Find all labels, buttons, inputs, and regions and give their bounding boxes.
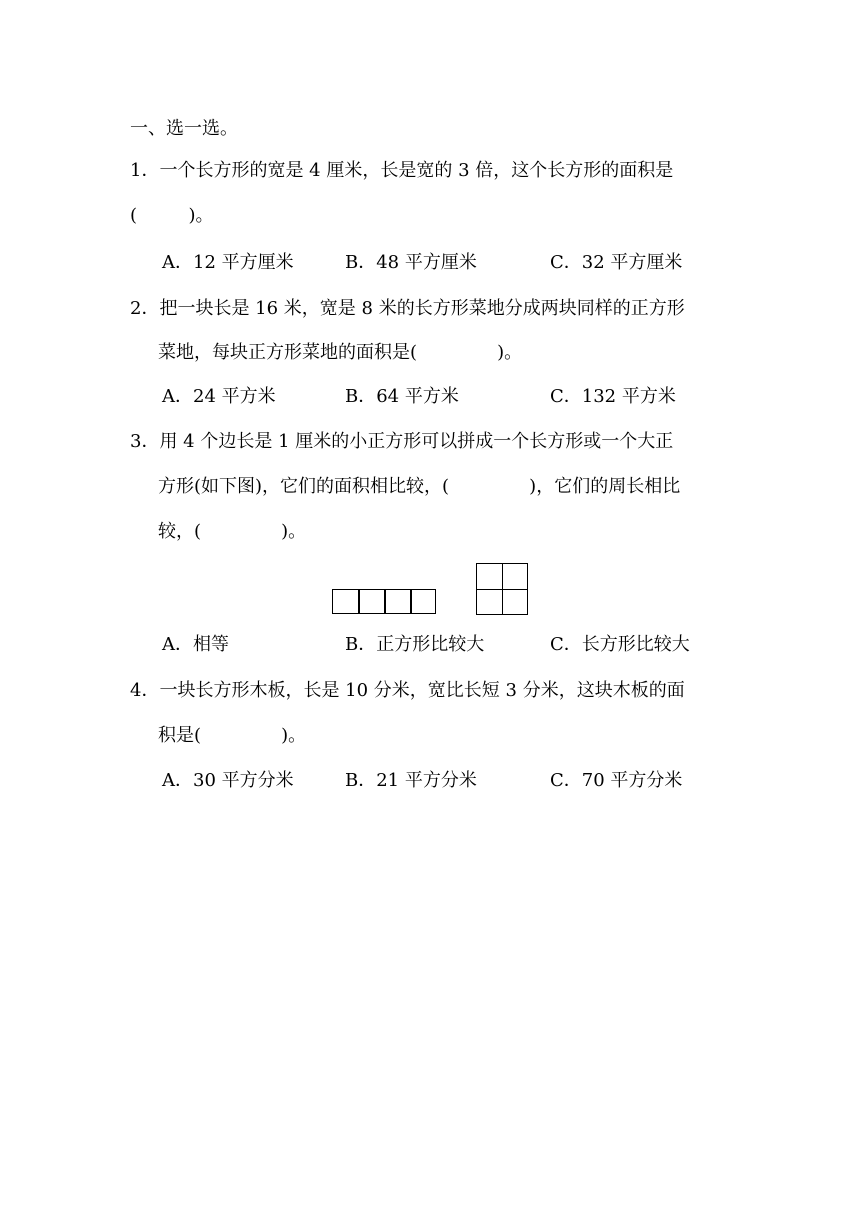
unit-square [384,589,412,614]
question-1-option-a: A．12 平方厘米 [162,252,294,273]
rectangle-figure [332,589,436,614]
question-1-line-2: ( )。 [130,205,214,226]
unit-square [502,589,529,616]
question-3-line-2: 方形(如下图)，它们的面积相比较，( )，它们的周长相比 [158,476,681,497]
question-3-line-1: 3．用 4 个边长是 1 厘米的小正方形可以拼成一个长方形或一个大正 [130,431,674,452]
question-1-line-1: 1．一个长方形的宽是 4 厘米，长是宽的 3 倍，这个长方形的面积是 [130,160,674,181]
question-2-line-1: 2．把一块长是 16 米，宽是 8 米的长方形菜地分成两块同样的正方形 [130,298,685,319]
question-4-option-a: A．30 平方分米 [162,770,294,791]
unit-square [410,589,436,614]
question-3-option-b: B．正方形比较大 [345,634,485,655]
square-figure [476,563,528,615]
question-3-option-a: A．相等 [162,634,229,655]
unit-square [476,589,503,616]
unit-square [358,589,386,614]
unit-square [502,563,529,590]
question-1-option-c: C．32 平方厘米 [550,252,683,273]
question-3-option-c: C．长方形比较大 [550,634,690,655]
question-4-line-1: 4．一块长方形木板，长是 10 分米，宽比长短 3 分米，这块木板的面 [130,680,685,701]
question-4-option-b: B．21 平方分米 [345,770,477,791]
question-4-line-2: 积是( )。 [158,725,307,746]
section-title: 一、选一选。 [130,118,238,139]
question-4-option-c: C．70 平方分米 [550,770,683,791]
unit-square [476,563,503,590]
question-2-option-b: B．64 平方米 [345,386,459,407]
question-2-option-c: C．132 平方米 [550,386,676,407]
question-1-option-b: B．48 平方厘米 [345,252,477,273]
unit-square [332,589,360,614]
question-2-line-2: 菜地，每块正方形菜地的面积是( )。 [158,342,523,363]
question-3-line-3: 较，( )。 [158,521,307,542]
question-2-option-a: A．24 平方米 [162,386,276,407]
